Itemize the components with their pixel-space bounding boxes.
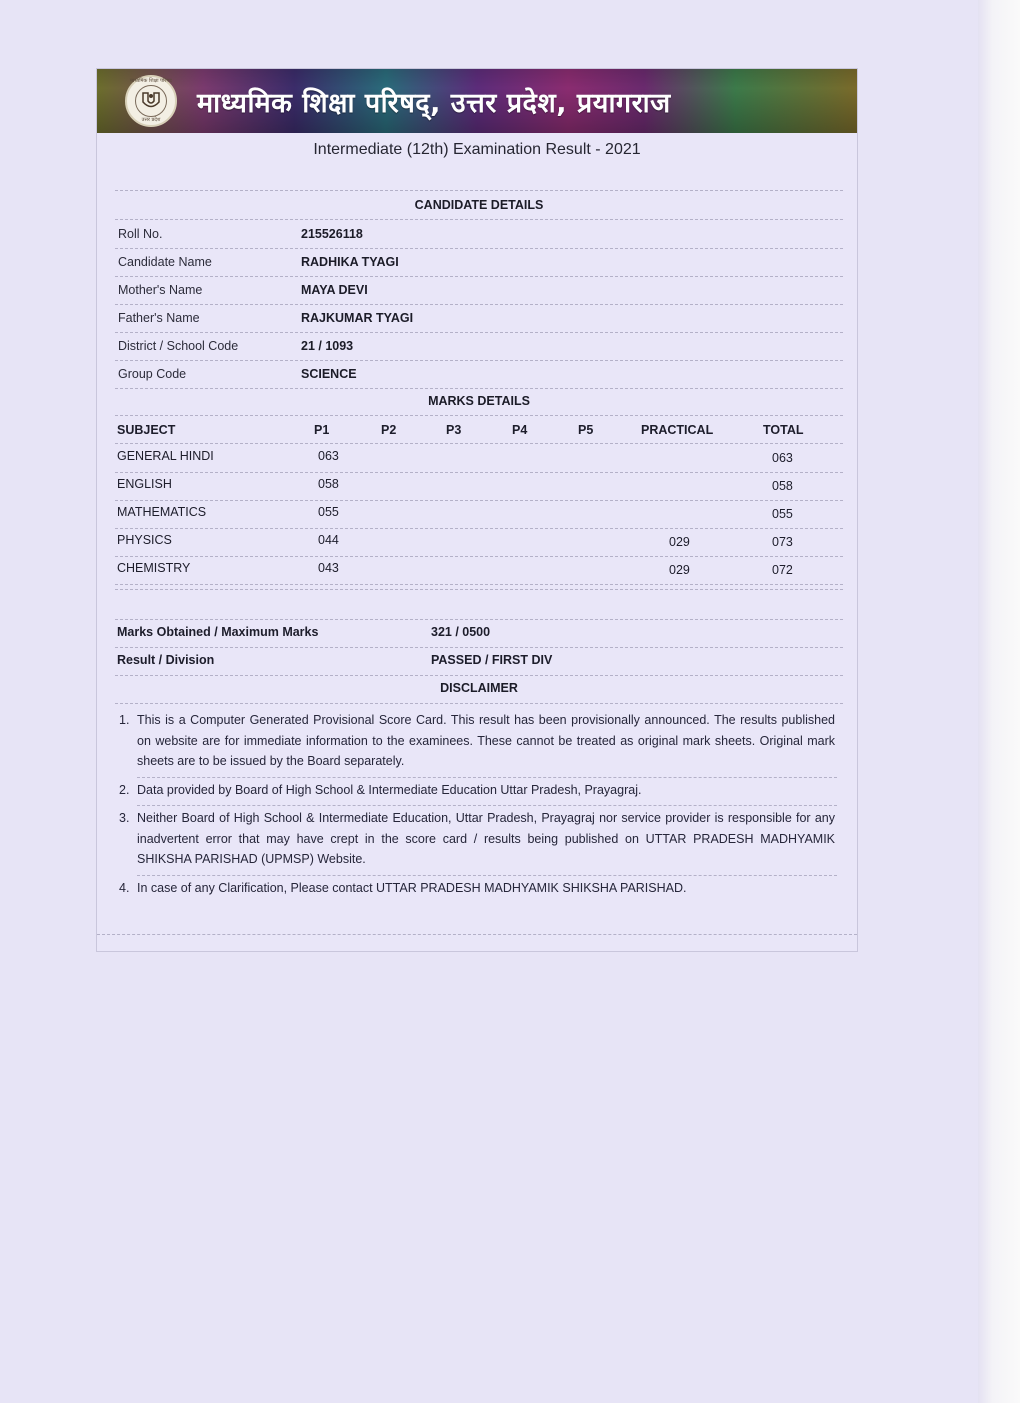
divider (137, 805, 837, 806)
marks-column-header: P4 (512, 423, 528, 437)
marks-cell-total: 073 (772, 535, 793, 549)
candidate-row (115, 333, 843, 359)
marks-column-header: SUBJECT (117, 423, 176, 437)
disclaimer-number: 2. (119, 783, 130, 797)
divider (137, 875, 837, 876)
divider (115, 647, 843, 648)
divider (115, 190, 843, 191)
disclaimer-item (119, 808, 835, 872)
divider (137, 777, 837, 778)
marks-cell-practical: 029 (669, 535, 690, 549)
candidate-field-value: SCIENCE (301, 367, 357, 381)
candidate-field-value: RAJKUMAR TYAGI (301, 311, 414, 325)
divider (115, 589, 843, 590)
exam-title: Intermediate (12th) Examination Result - 2021 (313, 141, 641, 158)
candidate-field-label: Roll No. (118, 227, 163, 241)
candidate-field-value: 21 / 1093 (301, 339, 354, 353)
divider (115, 415, 843, 416)
disclaimer-text: This is a Computer Generated Provisional Score Card. This result has been provisionally announced. The results published on website are for immediate information to the examinees. These cannot be treated as original mark sheets. Original mark sheets are to be issued by the Board separately. (137, 713, 835, 768)
marks-column-header: PRACTICAL (641, 423, 714, 437)
disclaimer-number: 1. (119, 713, 130, 727)
marks-cell-p1: 055 (318, 505, 339, 519)
marks-cell-p1: 043 (318, 561, 339, 575)
disclaimer-text: Neither Board of High School & Intermediate Education, Uttar Pradesh, Prayagraj nor service provider is responsible for any inadvertent error that may have crept in the score card / results being published on UTTAR PRADESH MADHYAMIK SHIKSHA PARISHAD (UPMSP) Website. (137, 811, 835, 866)
candidate-row (115, 221, 843, 247)
card-bottom-rule (97, 934, 857, 935)
seal-text-top: माध्यमिक शिक्षा परिषद (130, 78, 172, 84)
marks-cell-p1: 044 (318, 533, 339, 547)
candidate-row (115, 277, 843, 303)
marks-details-heading: MARKS DETAILS (428, 394, 530, 408)
divider (115, 472, 843, 473)
marks-cell-total: 063 (772, 451, 793, 465)
divider (115, 675, 843, 676)
divider (115, 443, 843, 444)
divider (115, 584, 843, 585)
candidate-row (115, 305, 843, 331)
divider (115, 388, 843, 389)
paper-edge (978, 0, 1020, 1403)
board-seal-icon (125, 75, 177, 127)
candidate-field-label: Mother's Name (118, 283, 203, 297)
seal-text-bottom: उत्तर प्रदेश (141, 117, 161, 123)
marks-cell-subject: ENGLISH (117, 477, 172, 491)
candidate-field-label: District / School Code (118, 339, 239, 353)
divider (115, 500, 843, 501)
result-card (96, 68, 858, 952)
result-division-value: PASSED / FIRST DIV (431, 653, 553, 667)
marks-cell-p1: 063 (318, 449, 339, 463)
marks-column-header: P3 (446, 423, 462, 437)
disclaimer-item (119, 878, 835, 900)
disclaimer-number: 3. (119, 811, 130, 825)
marks-cell-subject: CHEMISTRY (117, 561, 191, 575)
divider (115, 619, 843, 620)
candidate-row (115, 361, 843, 387)
divider (115, 528, 843, 529)
disclaimer-heading: DISCLAIMER (440, 681, 518, 695)
marks-cell-total: 055 (772, 507, 793, 521)
divider (115, 703, 843, 704)
marks-column-header: P5 (578, 423, 594, 437)
disclaimer-number: 4. (119, 881, 130, 895)
marks-cell-total: 072 (772, 563, 793, 577)
candidate-field-value: MAYA DEVI (301, 283, 368, 297)
divider (115, 556, 843, 557)
disclaimer-item (119, 780, 835, 802)
divider (115, 219, 843, 220)
marks-obtained-value: 321 / 0500 (431, 625, 491, 639)
marks-cell-p1: 058 (318, 477, 339, 491)
marks-column-header: P2 (381, 423, 397, 437)
marks-cell-practical: 029 (669, 563, 690, 577)
candidate-field-label: Candidate Name (118, 255, 212, 269)
disclaimer-text: In case of any Clarification, Please contact UTTAR PRADESH MADHYAMIK SHIKSHA PARISHAD. (137, 881, 687, 895)
board-name: माध्यमिक शिक्षा परिषद्, उत्तर प्रदेश, प्रयागराज (197, 88, 671, 119)
seal-emblem-icon (140, 89, 162, 111)
candidate-details-heading: CANDIDATE DETAILS (414, 198, 544, 212)
board-banner (97, 69, 857, 133)
marks-column-header: P1 (314, 423, 330, 437)
candidate-field-label: Group Code (118, 367, 187, 381)
candidate-field-label: Father's Name (118, 311, 200, 325)
disclaimer-text: Data provided by Board of High School & Intermediate Education Uttar Pradesh, Prayagraj. (137, 783, 642, 797)
marks-column-header: TOTAL (763, 423, 804, 437)
disclaimer-item (119, 710, 835, 774)
candidate-field-value: RADHIKA TYAGI (301, 255, 399, 269)
marks-cell-total: 058 (772, 479, 793, 493)
marks-cell-subject: GENERAL HINDI (117, 449, 214, 463)
marks-cell-subject: MATHEMATICS (117, 505, 207, 519)
marks-obtained-label: Marks Obtained / Maximum Marks (117, 625, 319, 639)
result-division-label: Result / Division (117, 653, 215, 667)
candidate-row (115, 249, 843, 275)
candidate-field-value: 215526118 (301, 227, 363, 241)
marks-cell-subject: PHYSICS (117, 533, 172, 547)
